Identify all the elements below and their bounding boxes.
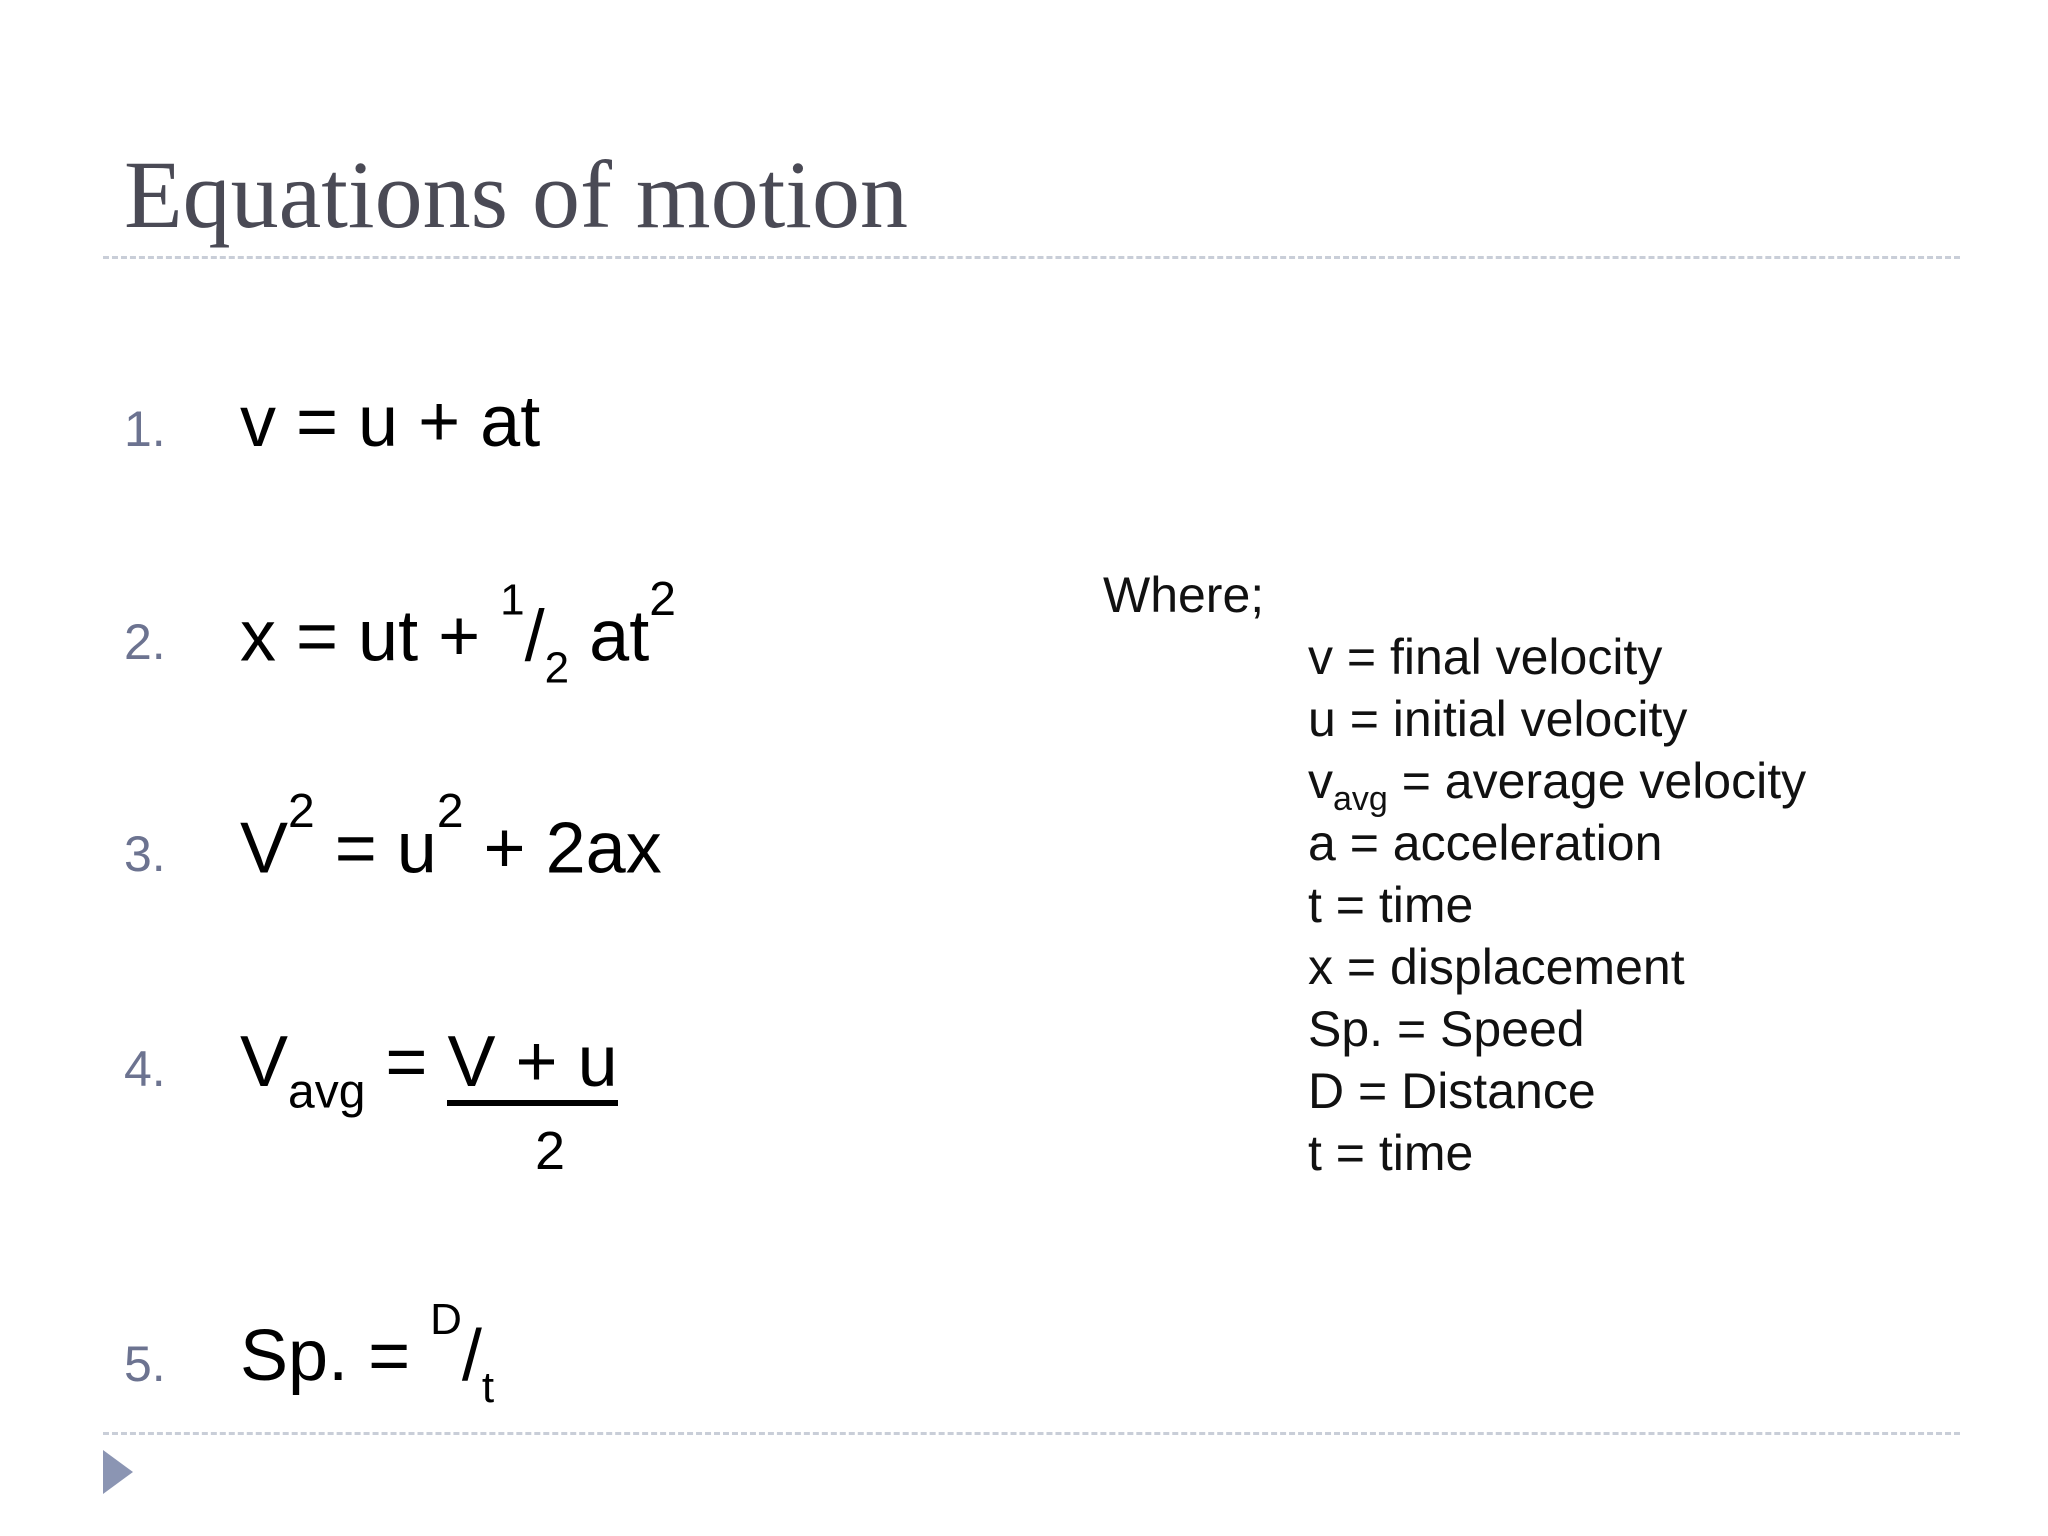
title-divider <box>103 256 1960 259</box>
equation-3-u-exponent: 2 <box>436 785 464 838</box>
equation-5 <box>240 1295 495 1413</box>
equation-2-fraction-separator: / <box>524 596 545 677</box>
equation-4-equals: = <box>365 1022 448 1102</box>
equation-1-text: v = u + at <box>240 382 541 462</box>
equation-number-2: 2. <box>124 614 166 670</box>
triangle-right-icon <box>103 1450 133 1494</box>
equation-2 <box>240 573 676 693</box>
definition-item: x = displacement <box>1308 939 1685 995</box>
equation-3 <box>240 785 662 889</box>
equation-2-term: at <box>569 596 650 677</box>
definition-item: t = time <box>1308 877 1474 933</box>
equation-3-rest: + 2ax <box>463 808 662 889</box>
definition-item: u = initial velocity <box>1308 691 1688 747</box>
definition-base: v <box>1308 753 1333 809</box>
footer-divider <box>103 1432 1960 1435</box>
legend-heading: Where; <box>1103 567 1265 623</box>
equation-2-fraction-denominator: 2 <box>544 643 570 693</box>
equation-4-v: V <box>240 1022 289 1102</box>
equation-4-numerator: V + u <box>447 1026 617 1106</box>
definition-item: D = Distance <box>1308 1063 1596 1119</box>
equation-4 <box>240 1022 618 1119</box>
equation-2-fraction-numerator: 1 <box>500 575 525 625</box>
equation-number-1: 1. <box>124 401 166 457</box>
slide-title: Equations of motion <box>124 141 908 248</box>
equation-number-3: 3. <box>124 826 166 882</box>
equation-4-subscript: avg <box>288 1065 366 1119</box>
definition-item: a = acceleration <box>1308 815 1663 871</box>
equation-3-v-exponent: 2 <box>288 785 315 838</box>
equation-3-mid: = u <box>314 808 437 889</box>
equation-5-d: D <box>430 1295 462 1344</box>
equation-5-lhs: Sp. = <box>240 1316 431 1397</box>
definition-item: t = time <box>1308 1125 1474 1181</box>
equation-3-v: V <box>240 808 289 889</box>
definition-item: v = final velocity <box>1308 629 1663 685</box>
definition-subscript: avg <box>1333 779 1388 818</box>
equation-5-separator: / <box>461 1316 482 1397</box>
equation-number-4: 4. <box>124 1041 166 1097</box>
equation-number-5: 5. <box>124 1336 166 1392</box>
equation-5-t: t <box>481 1363 495 1413</box>
equation-2-exponent: 2 <box>649 573 676 626</box>
definition-rest: = average velocity <box>1387 753 1807 809</box>
definition-item: Sp. = Speed <box>1308 1001 1585 1057</box>
definition-item <box>1308 750 1807 818</box>
equation-4-denominator: 2 <box>535 1121 566 1181</box>
equation-2-lhs: x = ut + <box>240 596 501 677</box>
definitions-list <box>1308 626 1806 1184</box>
equation-1 <box>240 382 541 462</box>
